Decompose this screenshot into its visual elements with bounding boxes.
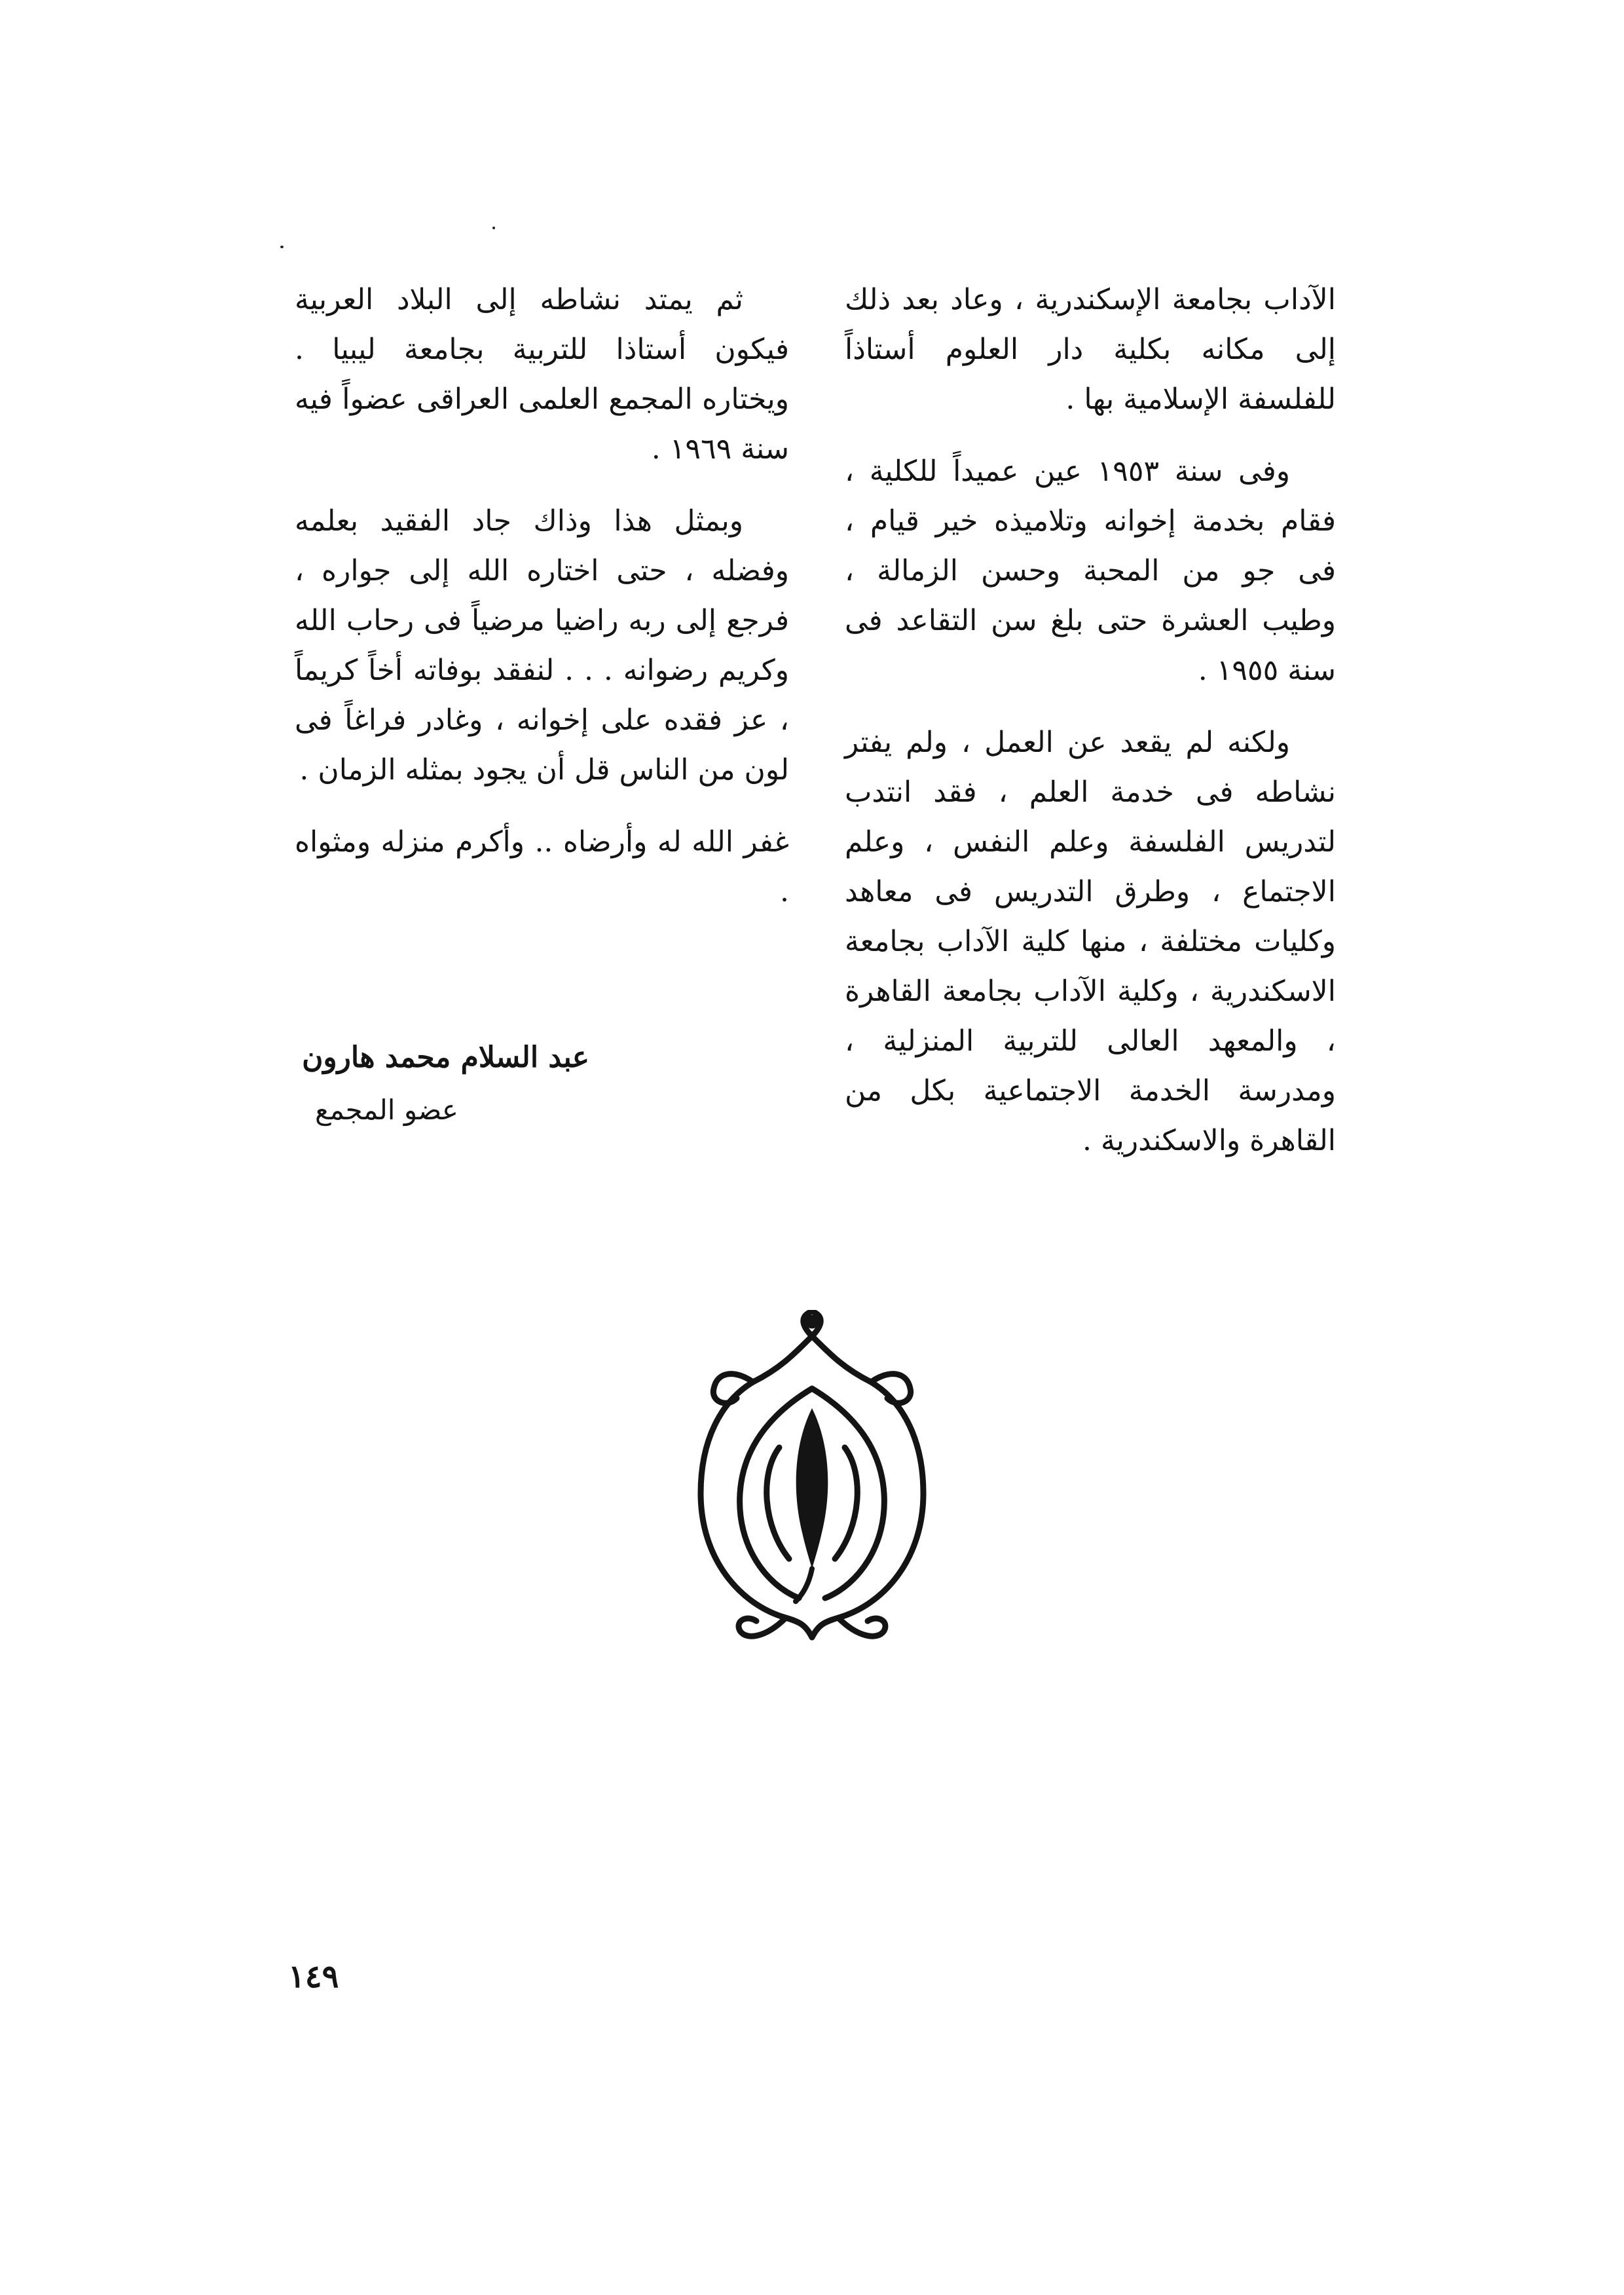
author-signature-title: عضو المجمع — [314, 1094, 458, 1126]
ornament-center-stem — [796, 1569, 812, 1601]
author-signature-name: عبد السلام محمد هارون — [302, 1041, 589, 1074]
left-paragraph-1: ثم يمتد نشاطه إلى البلاد العربية فيكون أستاذا للتربية بجامعة ليبيا . ويختاره المجمع العلمى العراقى عضواً فيه سنة ١٩٦٩ . — [295, 283, 789, 466]
left-column-text — [295, 275, 789, 939]
ornament-right-petal — [835, 1447, 857, 1559]
ornament-bottom-right-curl — [838, 1618, 885, 1636]
ornament-left-petal — [767, 1447, 789, 1559]
ornament-finial-dot — [808, 1318, 816, 1326]
ornament-bottom-left-curl — [739, 1618, 786, 1636]
ornament-center-flame — [796, 1408, 828, 1569]
left-paragraph-2: وبمثل هذا وذاك جاد الفقيد بعلمه وفضله ، حتى اختاره الله إلى جواره ، فرجع إلى ربه راضيا مرضياً فى رحاب الله وكريم رضوانه . . . لنفقد بوفاته أخاً كريماً ، عز فقده على إخوانه ، وغادر فراغاً فى لون من الناس قل أن يجود بمثله الزمان . — [295, 504, 789, 787]
page-number: ١٤٩ — [288, 1958, 339, 1995]
right-column-text — [845, 275, 1336, 1188]
right-paragraph-2: وفى سنة ١٩٥٣ عين عميداً للكلية ، فقام بخدمة إخوانه وتلاميذه خير قيام ، فى جو من المحبة وحسن الزمالة ، وطيب العشرة حتى بلغ سن التقاعد فى سنة ١٩٥٥ . — [845, 455, 1336, 687]
right-paragraph-1: الآداب بجامعة الإسكندرية ، وعاد بعد ذلك إلى مكانه بكلية دار العلوم أستاذاً للفلسفة الإسلامية بها . — [845, 283, 1336, 416]
left-paragraph-3: غفر الله له وأرضاه .. وأكرم منزله ومثواه . — [295, 825, 789, 908]
floral-arabesque-ornament-icon — [681, 1310, 943, 1664]
scan-speck — [280, 246, 284, 248]
right-paragraph-3: ولكنه لم يقعد عن العمل ، ولم يفتر نشاطه فى خدمة العلم ، فقد انتدب لتدريس الفلسفة وعلم النفس ، وعلم الاجتماع ، وطرق التدريس فى معاهد وكليات مختلفة ، منها كلية الآداب بجامعة الاسكندرية ، وكلية الآداب بجامعة القاهرة ، والمعهد العالى للتربية المنزلية ، ومدرسة الخدمة الاجتماعية بكل من القاهرة والاسكندرية . — [845, 726, 1336, 1157]
scan-speck — [492, 227, 495, 229]
